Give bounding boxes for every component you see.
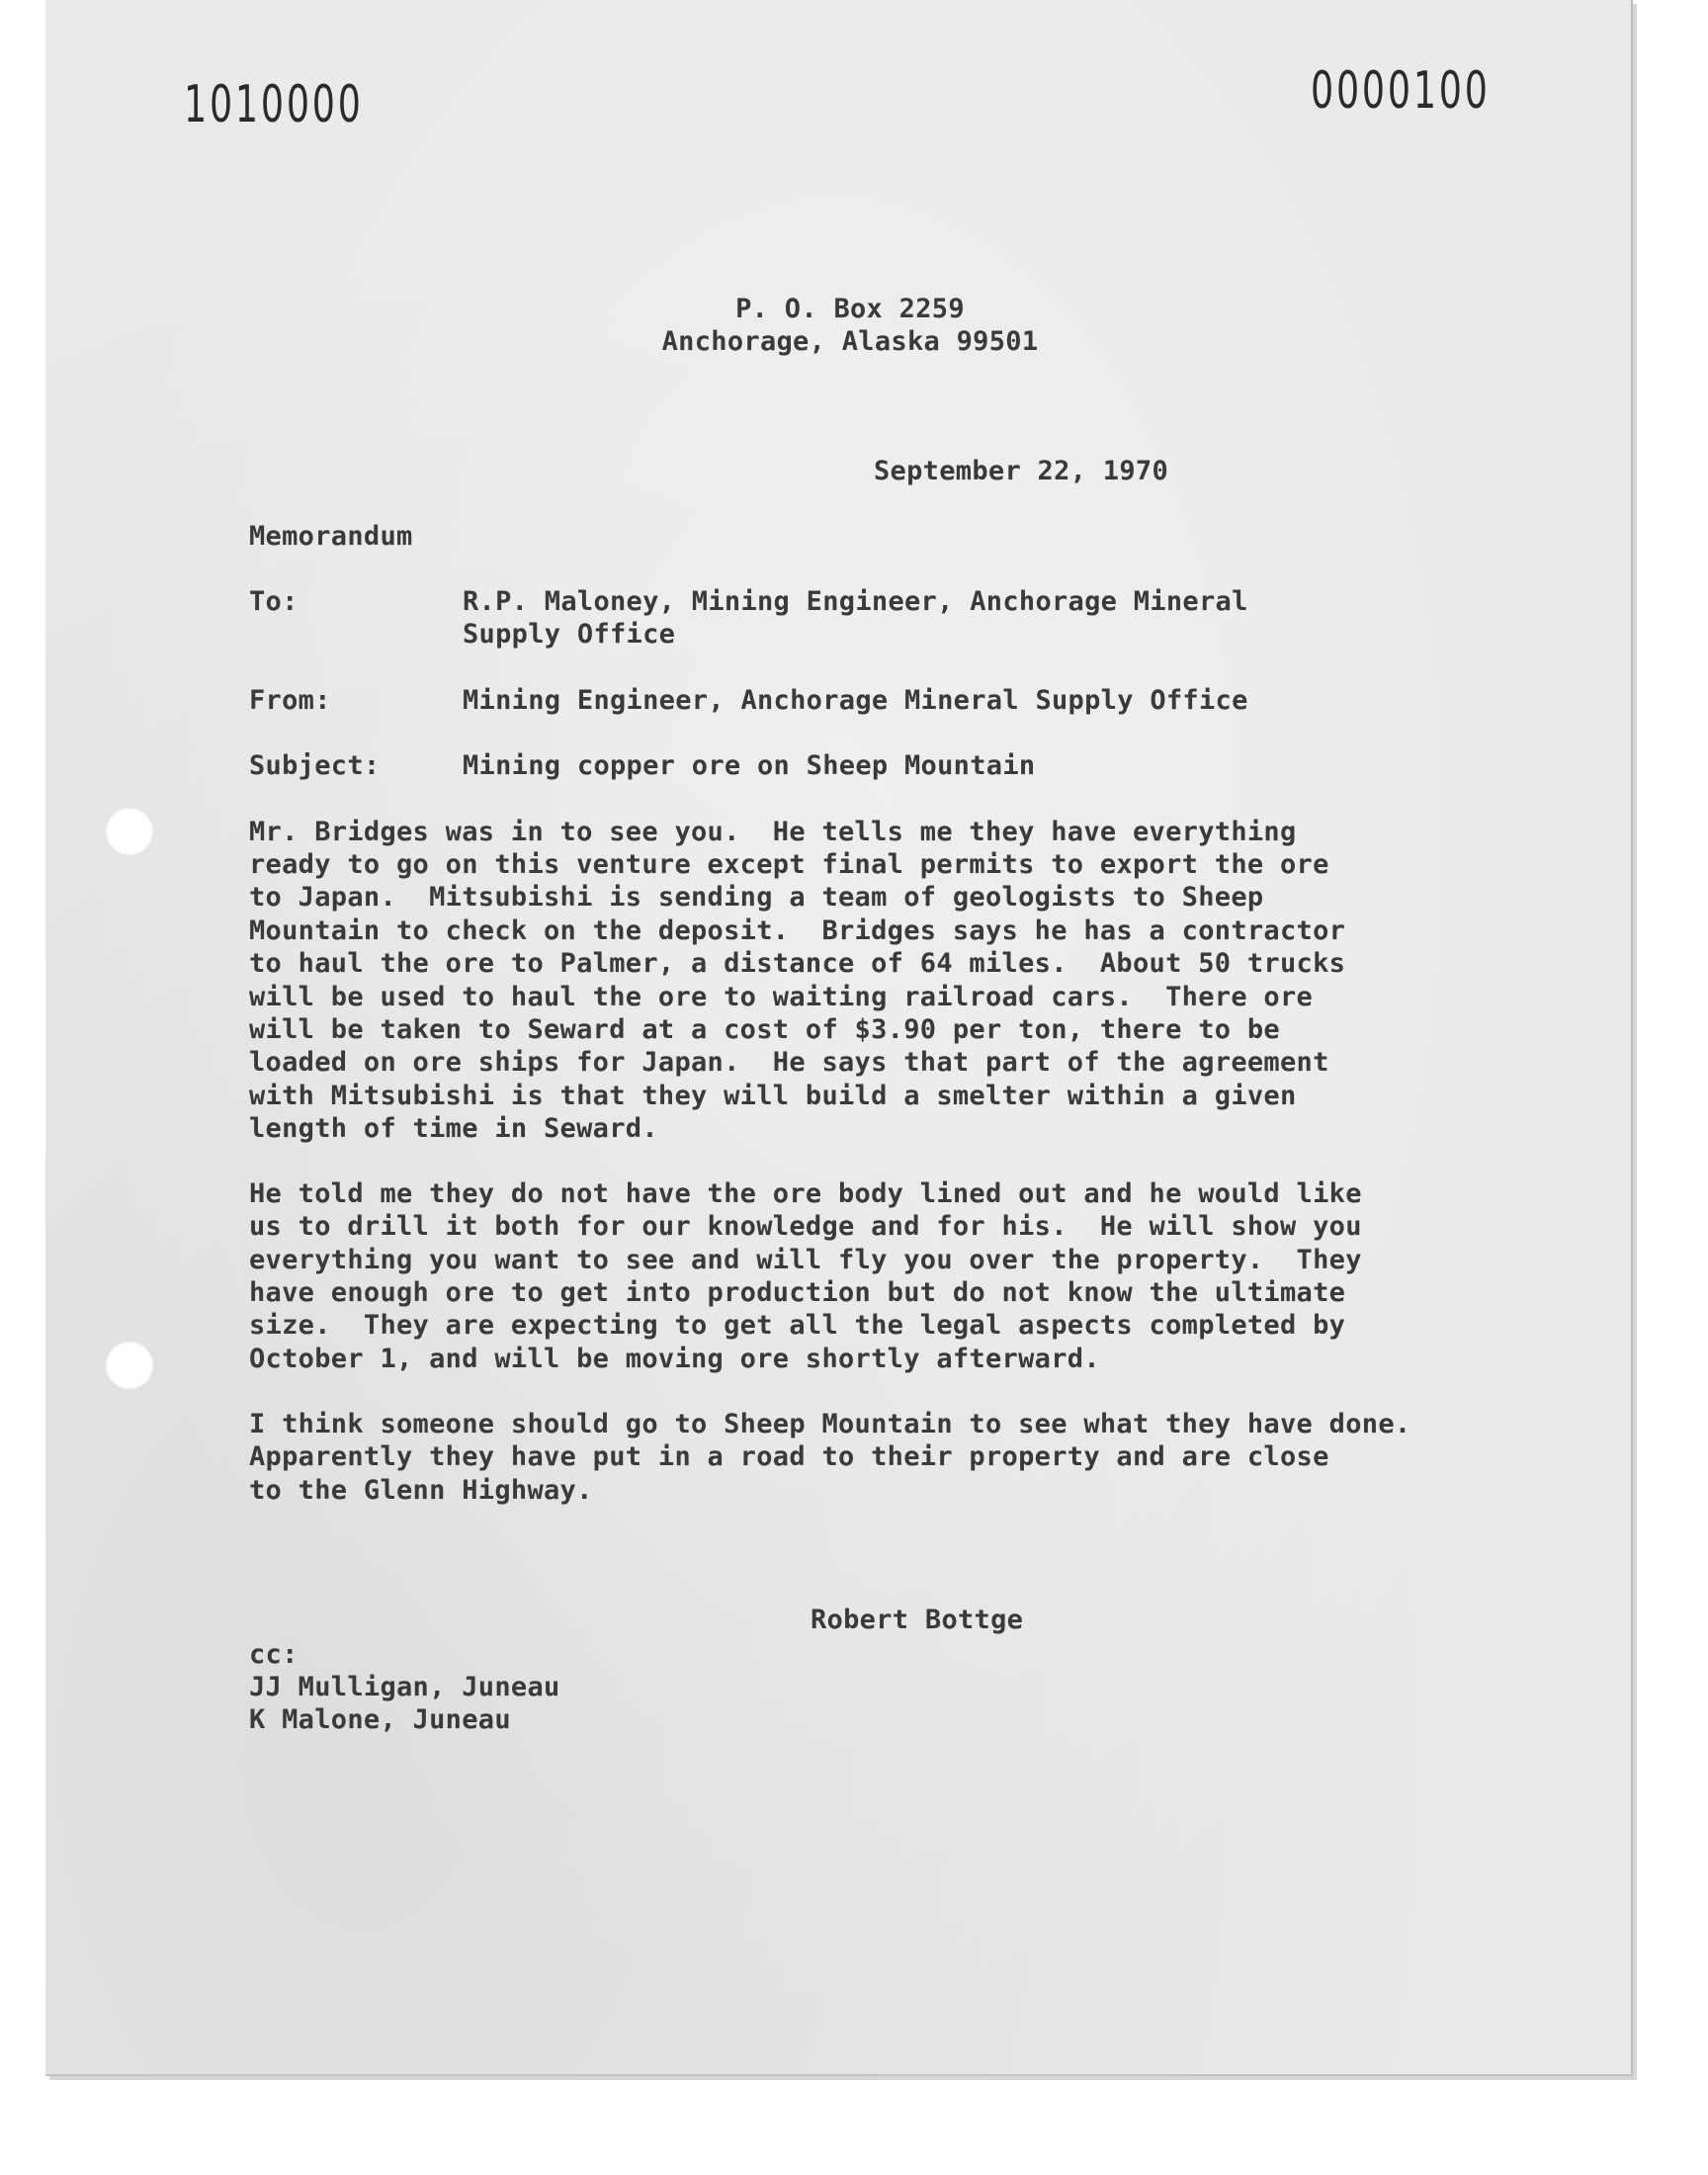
from-label: From:	[249, 685, 331, 716]
cc-label: cc:	[249, 1639, 299, 1670]
body-line: have enough ore to get into production but do not know the ultimate	[249, 1277, 1346, 1308]
body-line: He told me they do not have the ore body lined out and he would like	[249, 1178, 1362, 1209]
body-line: to Japan. Mitsubishi is sending a team of geologists to Sheep	[249, 882, 1264, 913]
body-line: loaded on ore ships for Japan. He says that part of the agreement	[249, 1047, 1329, 1078]
to-label: To:	[249, 586, 299, 617]
cc-recipient: JJ Mulligan, Juneau	[249, 1672, 560, 1702]
stamp-number-left: 1010000	[184, 75, 364, 134]
to-value-line-2: Supply Office	[463, 619, 676, 650]
punch-hole-upper	[105, 807, 154, 856]
body-line: with Mitsubishi is that they will build a smelter within a given	[249, 1081, 1297, 1111]
subject-label: Subject:	[249, 750, 381, 781]
body-line: ready to go on this venture except final permits to export the ore	[249, 849, 1329, 880]
address-line-1: P. O. Box 2259	[735, 294, 965, 324]
body-line: will be used to haul the ore to waiting railroad cars. There ore	[249, 982, 1314, 1012]
body-line: Mountain to check on the deposit. Bridges says he has a contractor	[249, 915, 1346, 946]
body-line: Apparently they have put in a road to their property and are close	[249, 1441, 1329, 1472]
punch-hole-lower	[105, 1341, 154, 1390]
memo-heading: Memorandum	[249, 521, 413, 552]
body-line: October 1, and will be moving ore shortly afterward.	[249, 1344, 1100, 1374]
body-line: I think someone should go to Sheep Mountain to see what they have done.	[249, 1409, 1411, 1439]
signature-name: Robert Bottge	[811, 1605, 1024, 1635]
body-line: will be taken to Seward at a cost of $3.90 per ton, there to be	[249, 1014, 1280, 1045]
body-line: us to drill it both for our knowledge and for his. He will show you	[249, 1211, 1362, 1242]
body-line: size. They are expecting to get all the legal aspects completed by	[249, 1310, 1346, 1341]
to-value-line-1: R.P. Maloney, Mining Engineer, Anchorage Mineral	[463, 586, 1248, 617]
stamp-number-right: 0000100	[1311, 61, 1491, 121]
address-line-2: Anchorage, Alaska 99501	[661, 326, 1039, 357]
subject-value: Mining copper ore on Sheep Mountain	[463, 750, 1036, 781]
body-line: everything you want to see and will fly you over the property. They	[249, 1245, 1362, 1275]
from-value: Mining Engineer, Anchorage Mineral Supply Office	[463, 685, 1248, 716]
body-line: length of time in Seward.	[249, 1113, 658, 1144]
memo-date: September 22, 1970	[874, 456, 1168, 486]
body-line: to the Glenn Highway.	[249, 1475, 593, 1506]
cc-recipient: K Malone, Juneau	[249, 1704, 511, 1735]
body-line: to haul the ore to Palmer, a distance of 64 miles. About 50 trucks	[249, 948, 1346, 979]
body-line: Mr. Bridges was in to see you. He tells me they have everything	[249, 817, 1297, 847]
